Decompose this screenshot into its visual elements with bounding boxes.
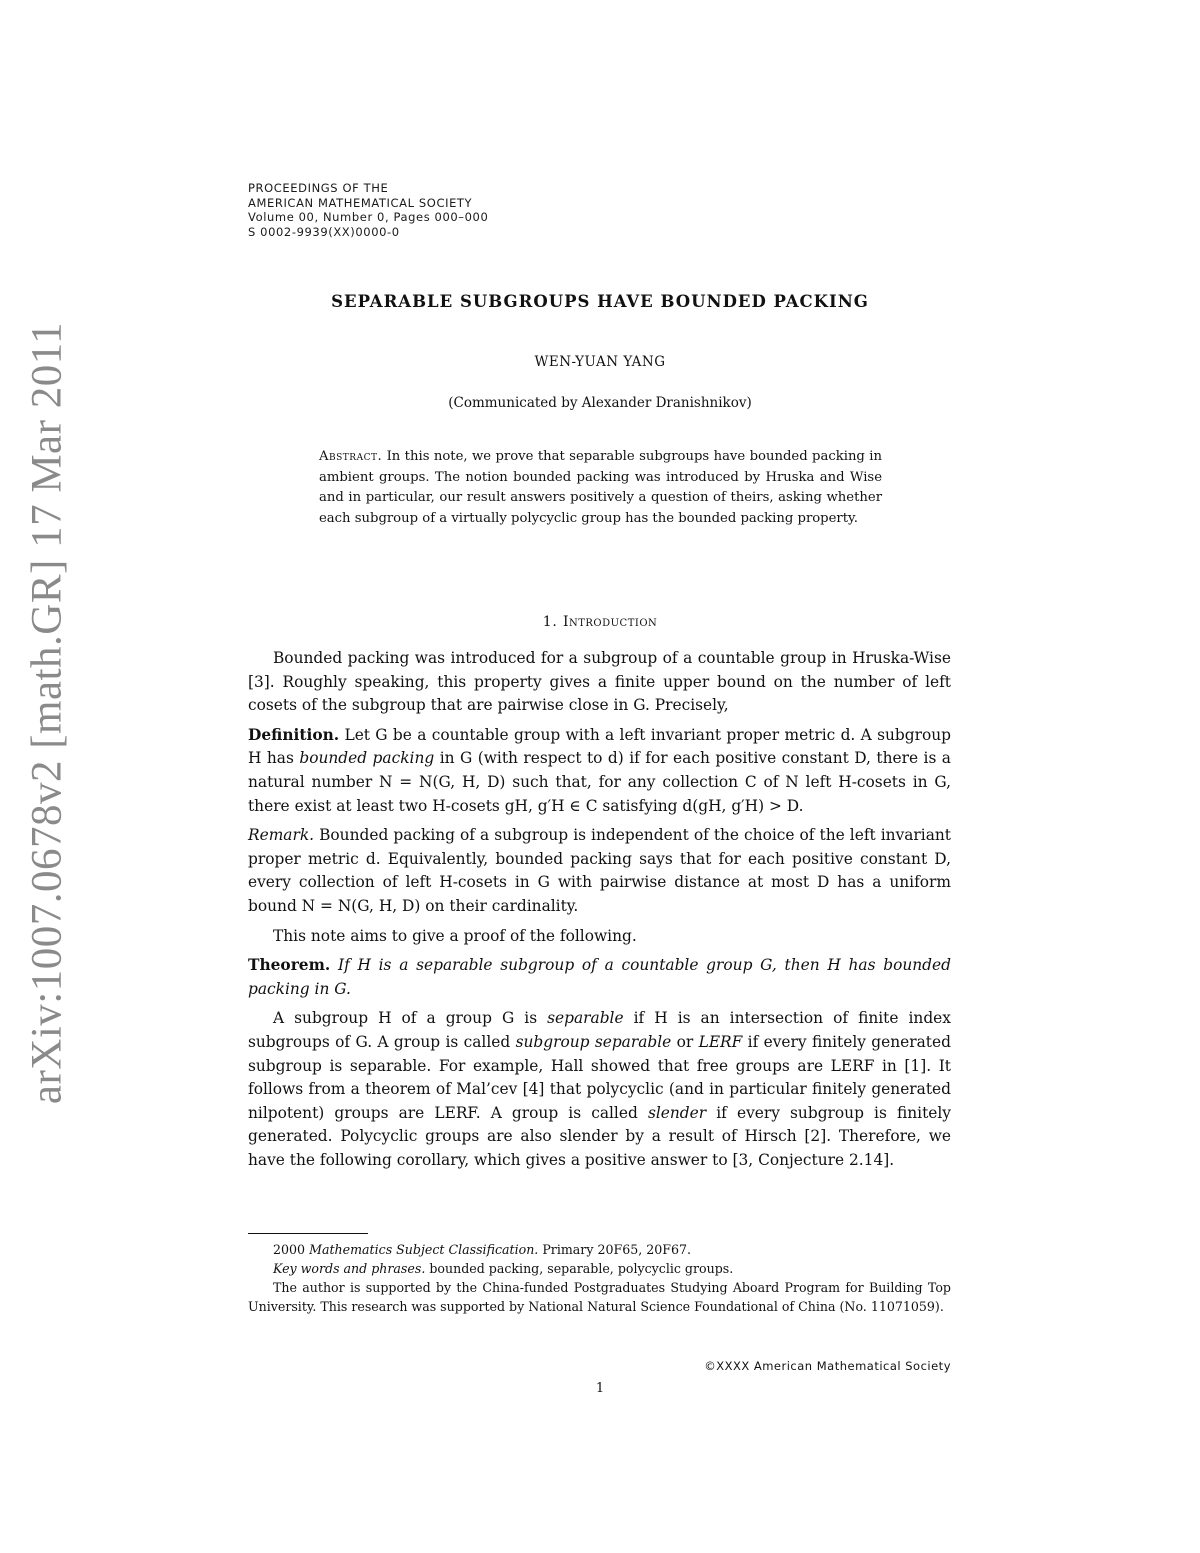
- footnote-keywords: [248, 1259, 951, 1278]
- definition-part-2: in G (with respect to d) if for each positive constant D, there is a natural number N = N(G, H, D) such that, for any collection C of N left H-cosets in G, there exist at least two H-cosets gH, g′H ∈ C satisfying d(gH, g′H) > D.: [248, 749, 951, 815]
- section-heading: [0, 614, 1200, 630]
- separable-part-2: if H is an intersection of finite index subgroups of G. A group is called: [248, 1009, 951, 1051]
- keywords-value: bounded packing, separable, polycyclic groups.: [429, 1261, 734, 1276]
- theorem-text: If H is a separable subgroup of a countable group G, then H has bounded packing in G.: [248, 956, 951, 998]
- abstract-text: In this note, we prove that separable subgroups have bounded packing in ambient groups. The notion bounded packing was introduced by Hruska and Wise and in particular, our result answers positively a question of theirs, asking whether each subgroup of a virtually polycyclic group has the bounded packing property.: [319, 449, 882, 526]
- footnote-msc: [248, 1240, 951, 1259]
- separable-term-3: LERF: [698, 1032, 743, 1051]
- definition: [248, 724, 951, 818]
- definition-term: bounded packing: [299, 749, 435, 768]
- separable-term-1: separable: [547, 1009, 624, 1028]
- keywords-label: Key words and phrases.: [273, 1261, 426, 1276]
- journal-header: [248, 181, 488, 239]
- section-title: Introduction: [562, 614, 658, 630]
- footnote-support: The author is supported by the China-funded Postgraduates Studying Aboard Program for Building Top University. This research was supported by National Natural Science Foundational of China (No. 11071059).: [248, 1280, 951, 1314]
- theorem: [248, 954, 951, 1001]
- abstract-label: Abstract.: [319, 449, 383, 464]
- remark-text: Bounded packing of a subgroup is independent of the choice of the left invariant proper metric d. Equivalently, bounded packing says that for each positive constant D, every collection of left H-cosets in G with pairwise distance at most D has a uniform bound N = N(G, H, D) on their cardinality.: [248, 826, 951, 915]
- aim-sentence: This note aims to give a proof of the following.: [273, 926, 637, 945]
- msc-label: Mathematics Subject Classification.: [309, 1242, 539, 1257]
- msc-year: 2000: [273, 1242, 306, 1257]
- journal-line-1: PROCEEDINGS OF THE: [248, 181, 389, 195]
- separable-part-4: if every finitely generated subgroup is separable. For example, Hall showed that free groups are LERF in [1]. It follows from a theorem of Mal’cev [4] that polycyclic (and in particular finitely generated nilpotent) groups are LERF. A group is called: [248, 1032, 951, 1122]
- abstract: [319, 447, 882, 529]
- footnotes: [248, 1240, 951, 1316]
- separable-part-5: if every subgroup is finitely generated. Polycyclic groups are also slender by a result of Hirsch [2]. Therefore, we have the following corollary, which gives a positive answer to [3, Conjecture 2.14].: [248, 1103, 951, 1169]
- section-number: 1.: [542, 614, 558, 630]
- remark: [248, 824, 951, 918]
- journal-line-3: Volume 00, Number 0, Pages 000–000: [248, 210, 489, 224]
- separable-part-3: or: [676, 1032, 694, 1051]
- separable-paragraph: [248, 1007, 951, 1172]
- journal-line-2: AMERICAN MATHEMATICAL SOCIETY: [248, 195, 473, 210]
- arxiv-stamp: [0, 0, 100, 1553]
- theorem-label: Theorem.: [248, 956, 331, 975]
- definition-label: Definition.: [248, 725, 340, 744]
- remark-label: Remark.: [248, 826, 315, 845]
- separable-term-4: slender: [647, 1103, 707, 1122]
- intro-paragraph: Bounded packing was introduced for a subgroup of a countable group in Hruska-Wise [3]. Roughly speaking, this property gives a finite upper bound on the number of left cosets of the subgroup that are pairwise close in G. Precisely,: [248, 649, 951, 715]
- body-text: [248, 647, 951, 1178]
- communicated-by: (Communicated by Alexander Dranishnikov): [448, 395, 752, 411]
- page-number: 1: [595, 1381, 605, 1396]
- paper-author: WEN-YUAN YANG: [534, 354, 666, 370]
- copyright-notice: ©XXXX American Mathematical Society: [704, 1359, 951, 1373]
- footnote-rule: [248, 1233, 368, 1234]
- separable-term-2: subgroup separable: [515, 1032, 672, 1051]
- paper-title: SEPARABLE SUBGROUPS HAVE BOUNDED PACKING: [331, 292, 869, 311]
- msc-value: Primary 20F65, 20F67.: [542, 1242, 692, 1257]
- definition-part-1: Let G be a countable group with a left invariant proper metric d. A subgroup H has: [248, 725, 951, 768]
- journal-line-4: S 0002-9939(XX)0000-0: [248, 224, 400, 239]
- separable-part-1: A subgroup H of a group G is: [273, 1009, 538, 1028]
- arxiv-identifier: arXiv:1007.0678v2 [math.GR] 17 Mar 2011: [23, 321, 71, 1105]
